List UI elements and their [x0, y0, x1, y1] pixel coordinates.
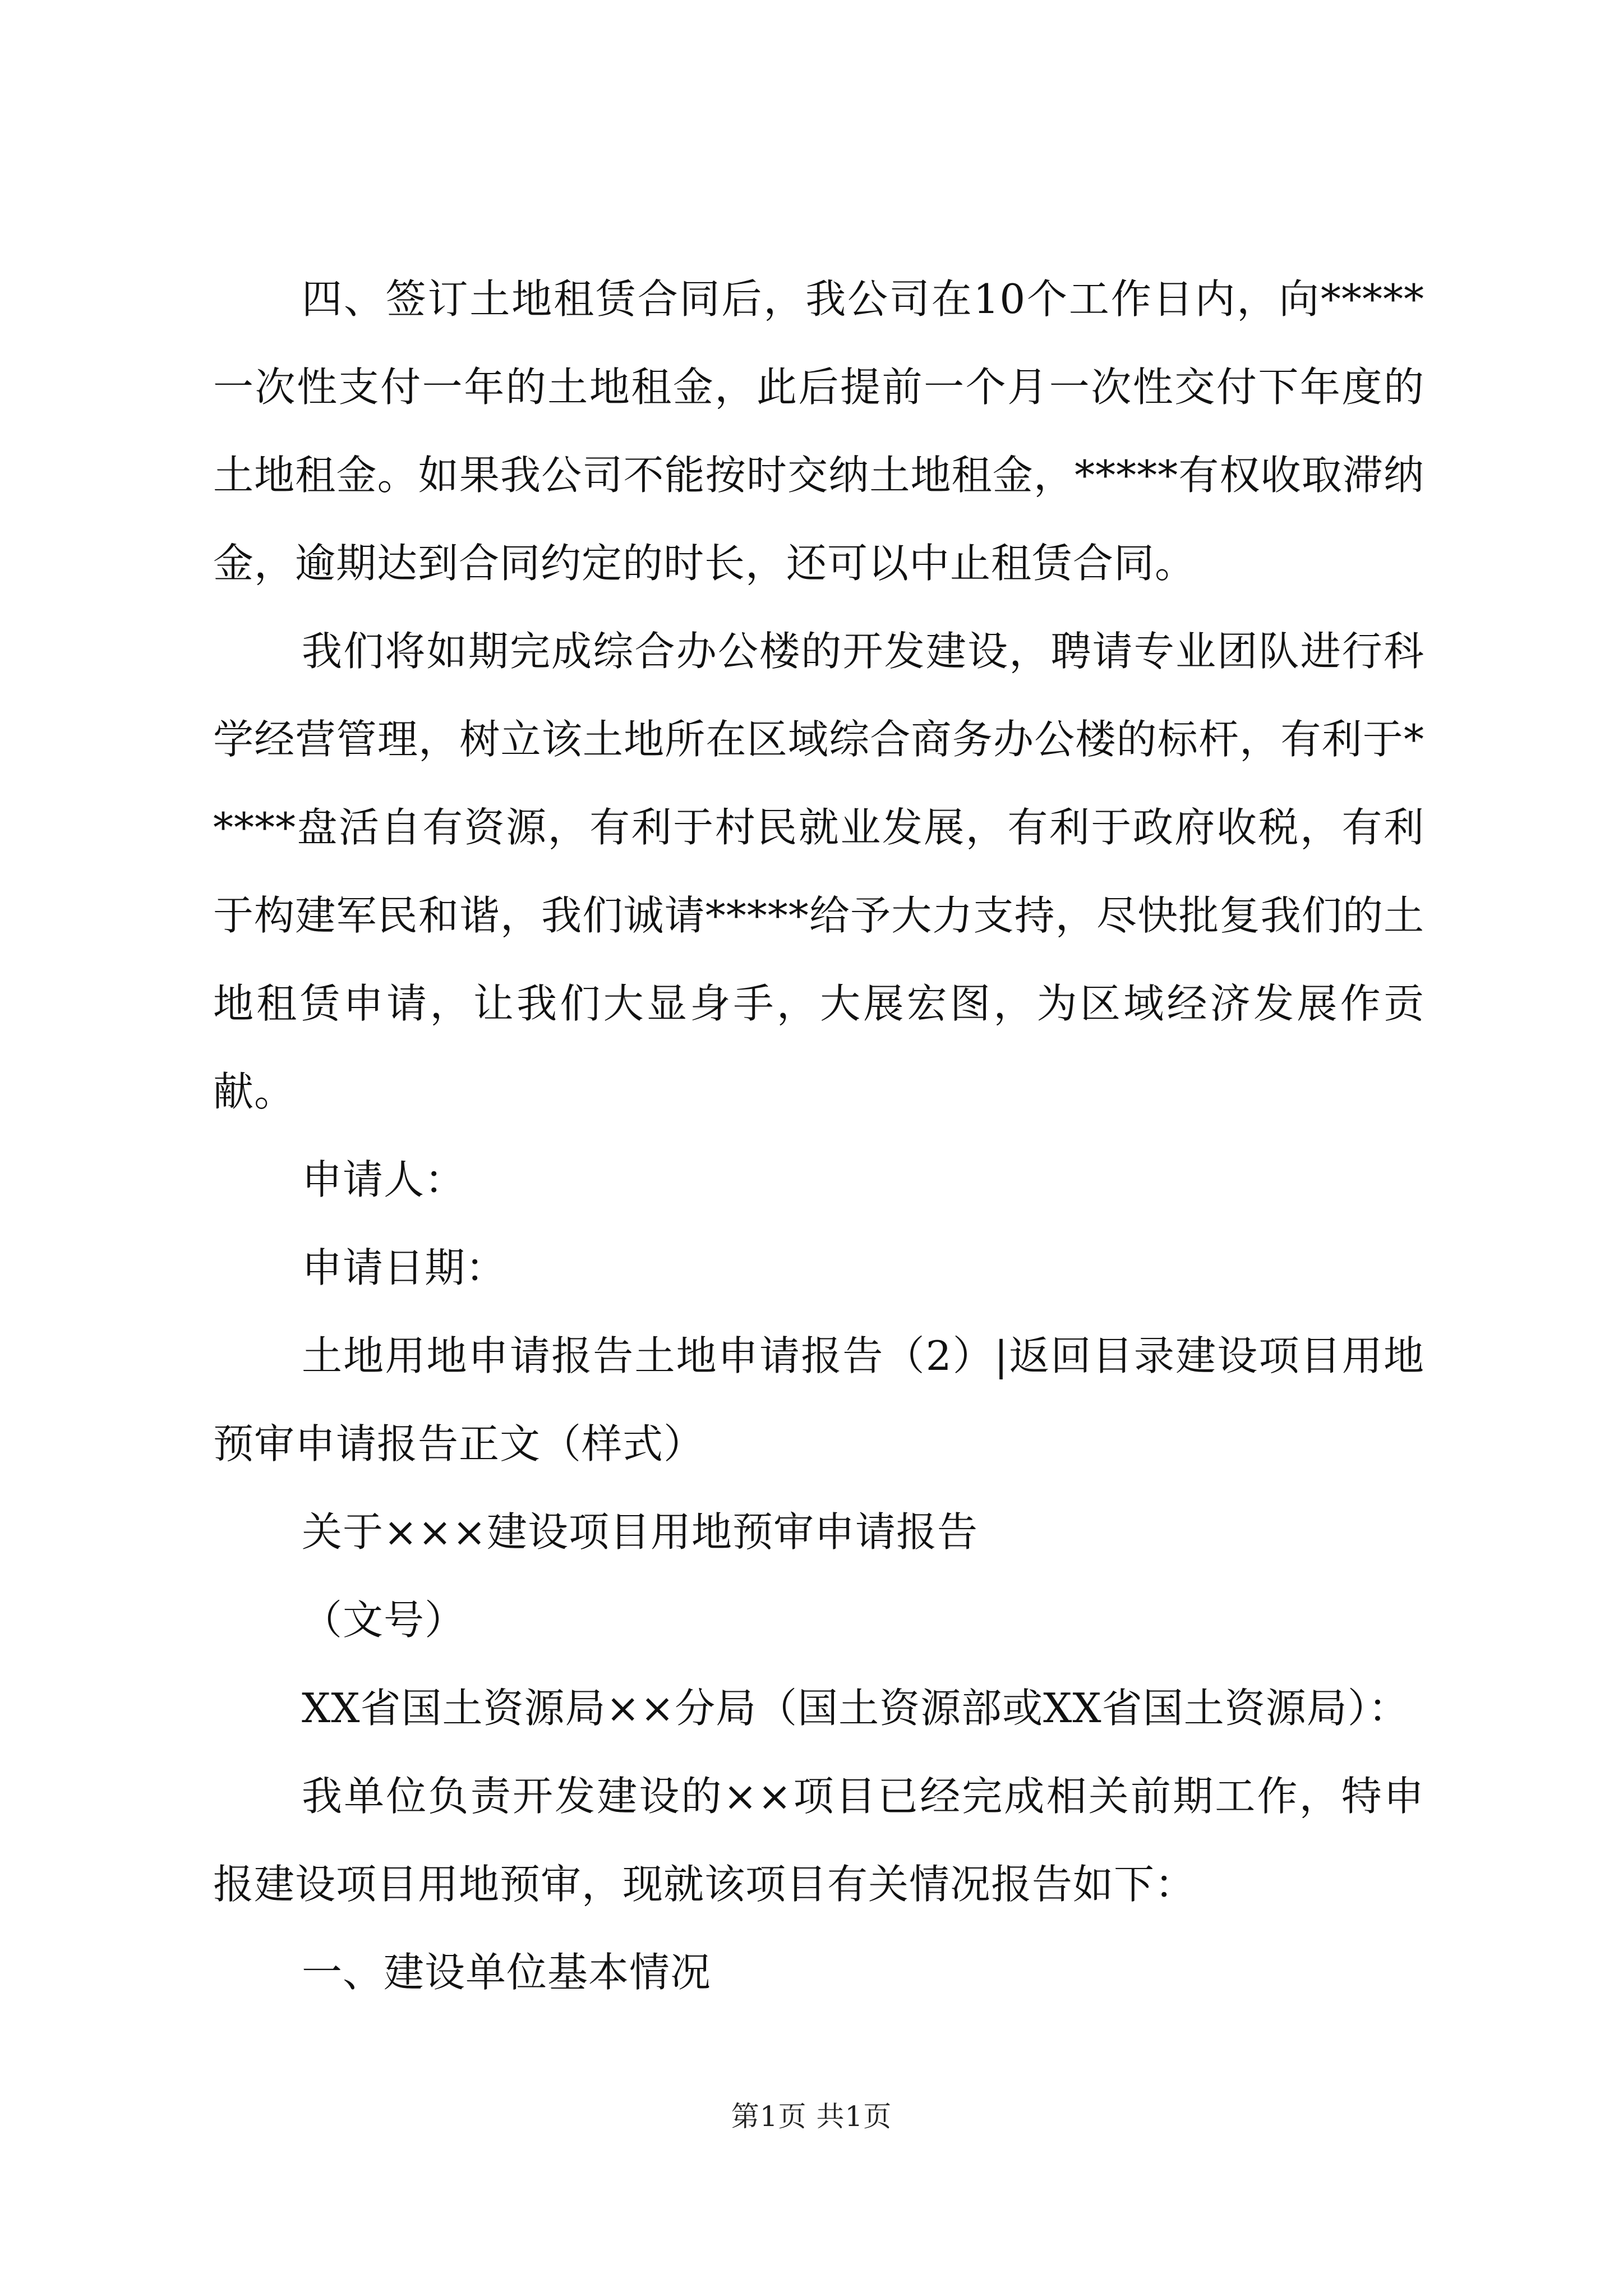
paragraph-project-intro: 我单位负责开发建设的××项目已经完成相关前期工作，特申报建设项目用地预审，现就该项目有关情况报告如下： — [213, 1773, 1424, 1908]
report-title: 关于×××建设项目用地预审申请报告 — [302, 1508, 978, 1556]
section-heading-basic-info: 一、建设单位基本情况 — [302, 1949, 712, 1996]
document-body — [213, 255, 1424, 2017]
document-number: （文号） — [302, 1596, 466, 1644]
recipient-line: XX省国土资源局××分局（国土资源部或XX省国土资源局）： — [302, 1685, 1409, 1732]
paragraph-development-plan: 我们将如期完成综合办公楼的开发建设，聘请专业团队进行科学经营管理，树立该土地所在区域综合商务办公楼的标杆，有利于*****盘活自有资源，有利于村民就业发展，有利于政府收税，有利于构建军民和谐，我们诚请*****给予大力支持，尽快批复我们的土地租赁申请，让我们大显身手，大展宏图，为区域经济发展作贡献。 — [213, 628, 1424, 1115]
application-date-label: 申请日期： — [302, 1244, 507, 1291]
report-heading-line: 土地用地申请报告土地申请报告（2）|返回目录建设项目用地预审申请报告正文（样式） — [213, 1332, 1424, 1467]
applicant-label: 申请人： — [302, 1156, 466, 1203]
page-footer: 第1页 共1页 — [731, 2100, 892, 2133]
paragraph-lease-payment: 四、签订土地租赁合同后，我公司在10个工作日内，向*****一次性支付一年的土地租金，此后提前一个月一次性交付下年度的土地租金。如果我公司不能按时交纳土地租金，*****有权收取滞纳金，逾期达到合同约定的时长，还可以中止租赁合同。 — [213, 275, 1424, 587]
